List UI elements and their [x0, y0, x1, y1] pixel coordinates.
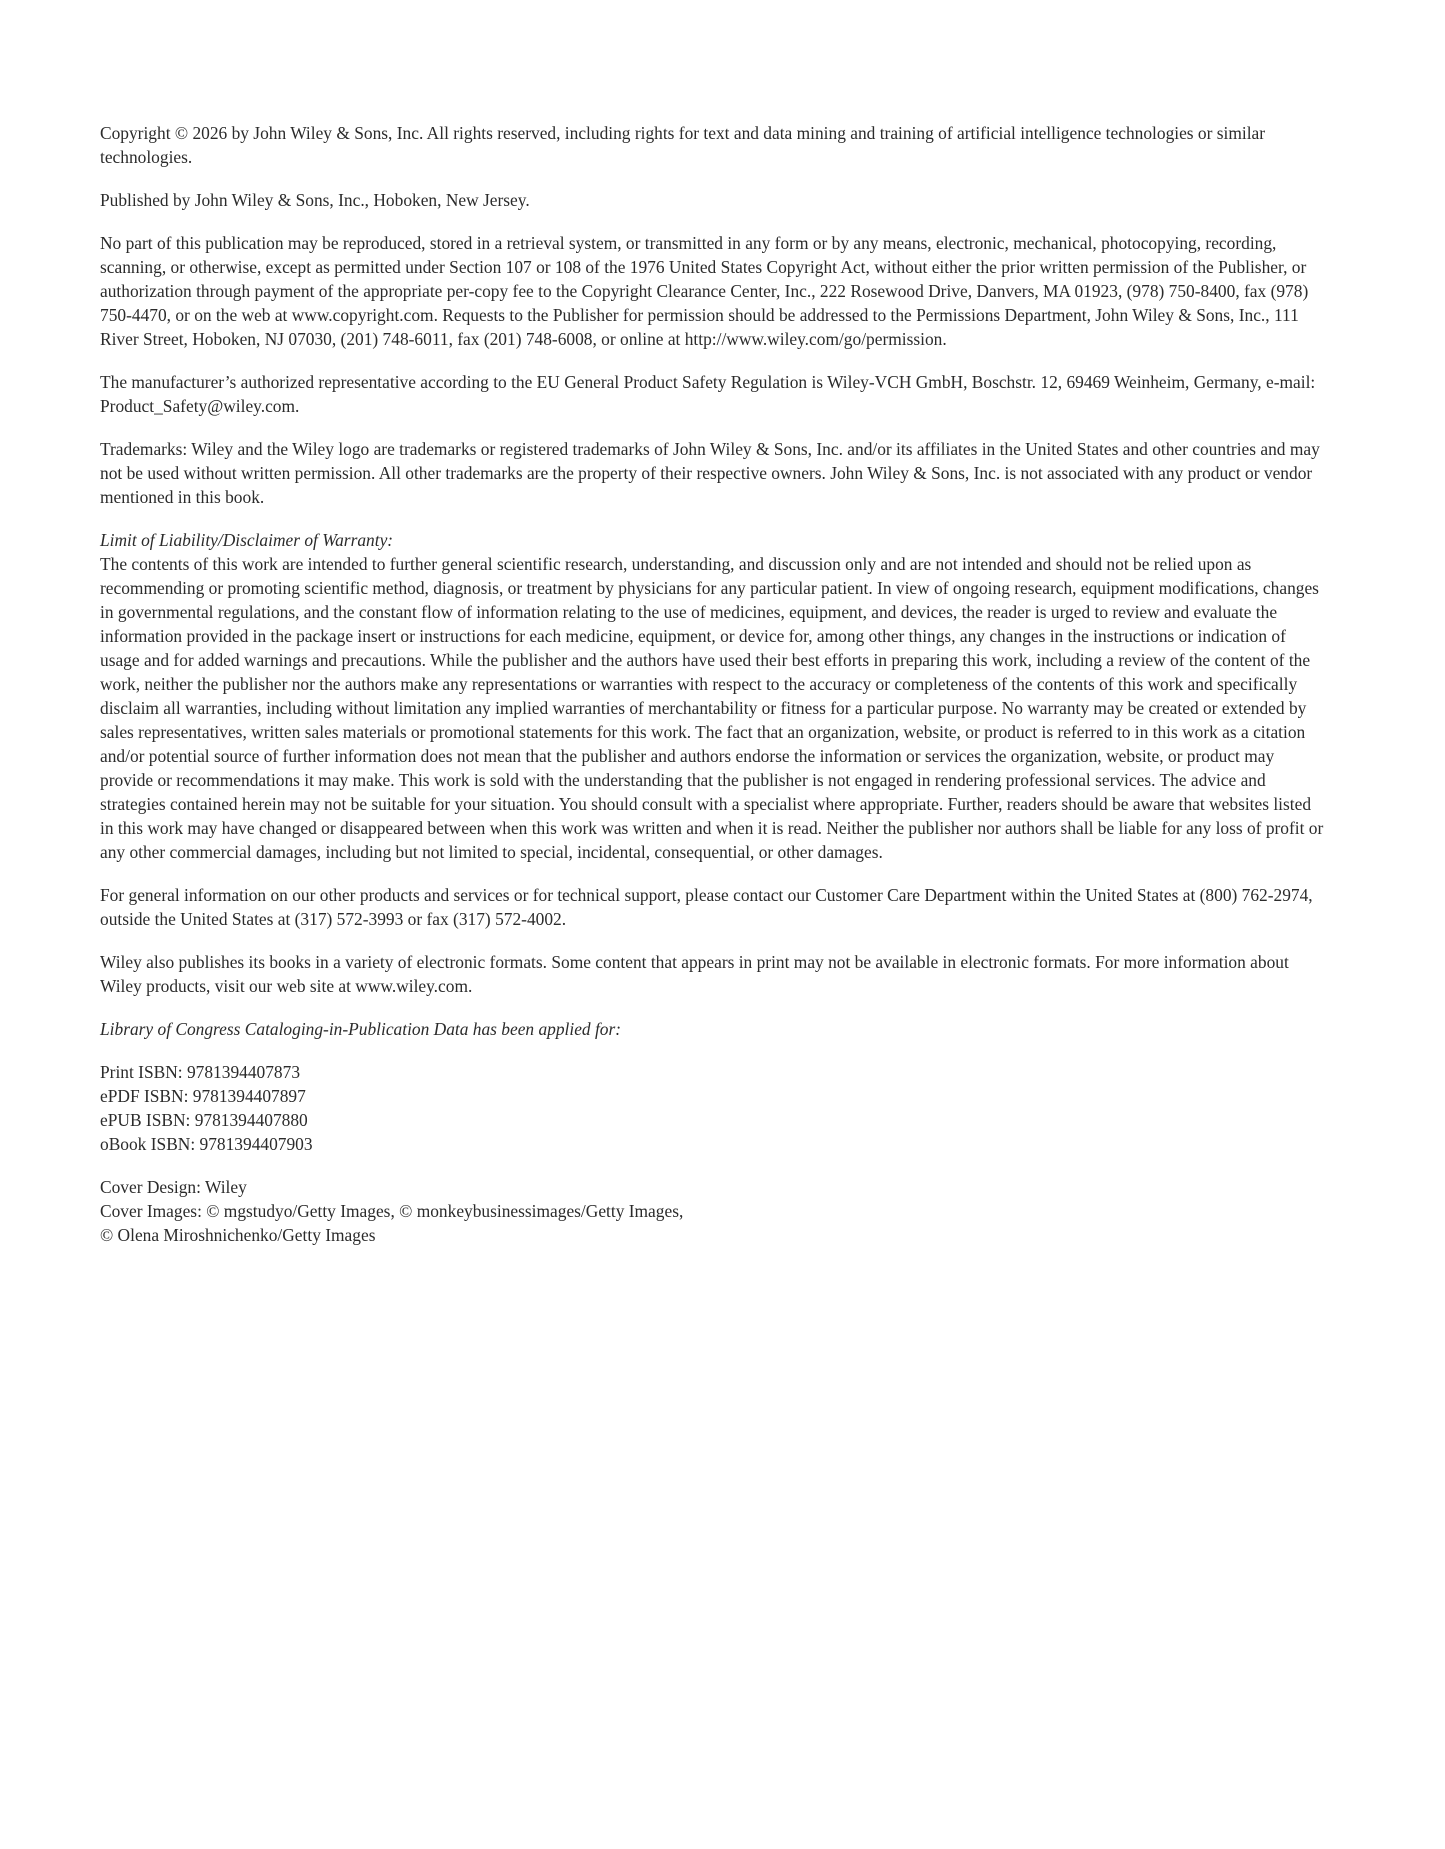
isbn-epdf: ePDF ISBN: 9781394407897	[100, 1086, 306, 1106]
cover-credits	[100, 1175, 1325, 1247]
trademarks-notice: Trademarks: Wiley and the Wiley logo are trademarks or registered trademarks of John Wiley & Sons, Inc. and/or its affiliates in the United States and other countries and may not be used without written permission. All other trademarks are the property of their respective owners. John Wiley & Sons, Inc. is not associated with any product or vendor mentioned in this book.	[100, 439, 1320, 507]
cover-images-credit-line-1: Cover Images: © mgstudyo/Getty Images, © monkeybusinessimages/Getty Images,	[100, 1201, 684, 1221]
isbn-print: Print ISBN: 9781394407873	[100, 1062, 301, 1082]
permissions-notice: No part of this publication may be reproduced, stored in a retrieval system, or transmitted in any form or by any means, electronic, mechanical, photocopying, recording, scanning, or otherwise, except as permitted under Section 107 or 108 of the 1976 United States Copyright Act, without either the prior written permission of the Publisher, or authorization through payment of the appropriate per-copy fee to the Copyright Clearance Center, Inc., 222 Rosewood Drive, Danvers, MA 01923, (978) 750-8400, fax (978) 750-4470, or on the web at www.copyright.com. Requests to the Publisher for permission should be addressed to the Permissions Department, John Wiley & Sons, Inc., 111 River Street, Hoboken, NJ 07030, (201) 748-6011, fax (201) 748-6008, or online at http://www.wiley.com/go/permission.	[100, 233, 1309, 349]
publisher-statement: Published by John Wiley & Sons, Inc., Hoboken, New Jersey.	[100, 190, 530, 210]
cover-design-credit: Cover Design: Wiley	[100, 1177, 247, 1197]
isbn-list	[100, 1060, 1325, 1156]
liability-heading: Limit of Liability/Disclaimer of Warranty:	[100, 530, 394, 550]
isbn-obook: oBook ISBN: 9781394407903	[100, 1134, 313, 1154]
copyright-notice: Copyright © 2026 by John Wiley & Sons, Inc. All rights reserved, including rights for text and data mining and training of artificial intelligence technologies or similar technologies.	[100, 123, 1266, 167]
cip-data-notice: Library of Congress Cataloging-in-Publication Data has been applied for:	[100, 1019, 622, 1039]
liability-disclaimer	[100, 528, 1325, 864]
eu-representative-notice: The manufacturer’s authorized representative according to the EU General Product Safety Regulation is Wiley-VCH GmbH, Boschstr. 12, 69469 Weinheim, Germany, e-mail: Product_Safety@wiley.com.	[100, 372, 1316, 416]
copyright-page	[100, 121, 1325, 1266]
liability-text: The contents of this work are intended to further general scientific research, understanding, and discussion only and are not intended and should not be relied upon as recommending or promoting scientific method, diagnosis, or treatment by physicians for any particular patient. In view of ongoing research, equipment modifications, changes in governmental regulations, and the constant flow of information relating to the use of medicines, equipment, and devices, the reader is urged to review and evaluate the information provided in the package insert or instructions for each medicine, equipment, or device for, among other things, any changes in the instructions or indication of usage and for added warnings and precautions. While the publisher and the authors have used their best efforts in preparing this work, including a review of the content of the work, neither the publisher nor the authors make any representations or warranties with respect to the accuracy or completeness of the contents of this work and specifically disclaim all warranties, including without limitation any implied warranties of merchantability or fitness for a particular purpose. No warranty may be created or extended by sales representatives, written sales materials or promotional statements for this work. The fact that an organization, website, or product is referred to in this work as a citation and/or potential source of further information does not mean that the publisher and authors endorse the information or services the organization, website, or product may provide or recommendations it may make. This work is sold with the understanding that the publisher is not engaged in rendering professional services. The advice and strategies contained herein may not be suitable for your situation. You should consult with a specialist where appropriate. Further, readers should be aware that websites listed in this work may have changed or disappeared between when this work was written and when it is read. Neither the publisher nor authors shall be liable for any loss of profit or any other commercial damages, including but not limited to special, incidental, consequential, or other damages.	[100, 554, 1324, 862]
cover-images-credit-line-2: © Olena Miroshnichenko/Getty Images	[100, 1225, 376, 1245]
customer-care-notice: For general information on our other products and services or for technical support, please contact our Customer Care Department within the United States at (800) 762-2974, outside the United States at (317) 572-3993 or fax (317) 572-4002.	[100, 885, 1313, 929]
isbn-epub: ePUB ISBN: 9781394407880	[100, 1110, 308, 1130]
electronic-formats-notice: Wiley also publishes its books in a variety of electronic formats. Some content that appears in print may not be available in electronic formats. For more information about Wiley products, visit our web site at www.wiley.com.	[100, 952, 1289, 996]
